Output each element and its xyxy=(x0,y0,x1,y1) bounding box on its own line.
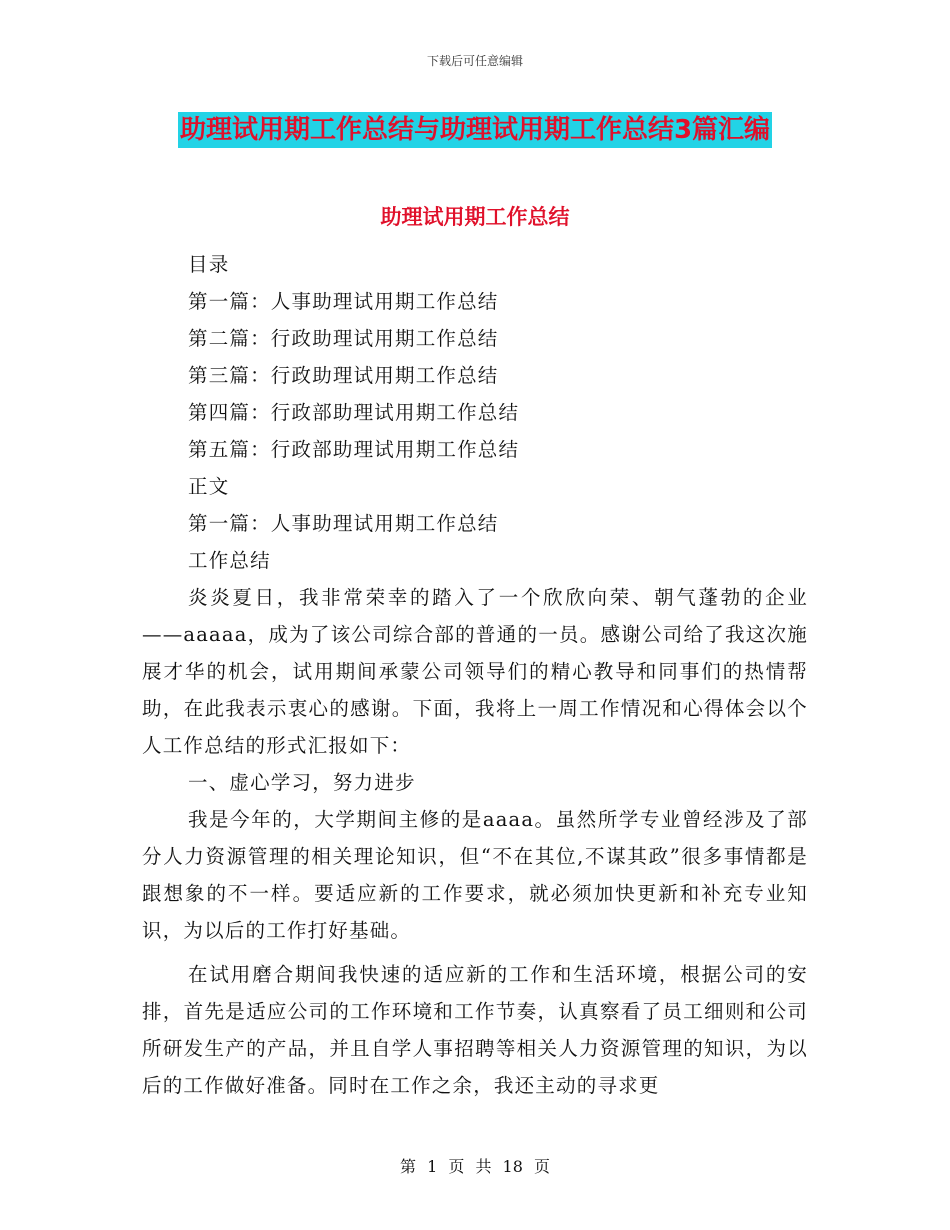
toc-item-4: 第四篇：行政部助理试用期工作总结 xyxy=(188,401,520,424)
paragraph-adaptation: 在试用磨合期间我快速的适应新的工作和生活环境，根据公司的安排，首先是适应公司的工作环境和工作节奏，认真察看了员工细则和公司所研发生产的产品，并且自学人事招聘等相关人力资源管理的知识，为以后的工作做好准备。同时在工作之余，我还主动的寻求更 xyxy=(142,963,808,1097)
paragraph-heading-1: 一、虚心学习，努力进步 xyxy=(188,771,416,794)
document-body xyxy=(142,246,808,1104)
toc-item-5: 第五篇：行政部助理试用期工作总结 xyxy=(188,438,520,461)
toc-item-3: 第三篇：行政助理试用期工作总结 xyxy=(188,364,499,387)
toc-item-1: 第一篇：人事助理试用期工作总结 xyxy=(188,290,499,313)
document-title-container xyxy=(0,112,950,148)
document-title: 助理试用期工作总结与助理试用期工作总结3篇汇编 xyxy=(178,112,772,148)
section-title: 助理试用期工作总结 xyxy=(380,205,570,229)
paragraph-study: 我是今年的，大学期间主修的是aaaa。虽然所学专业曾经涉及了部分人力资源管理的相关理论知识，但“不在其位,不谋其政”很多事情都是跟想象的不一样。要适应新的工作要求，就必须加快更新和补充专业知识，为以后的工作打好基础。 xyxy=(142,808,808,942)
sub-title: 工作总结 xyxy=(188,549,271,572)
part-title: 第一篇：人事助理试用期工作总结 xyxy=(188,512,499,535)
toc-item-2: 第二篇：行政助理试用期工作总结 xyxy=(188,327,499,350)
toc-heading: 目录 xyxy=(188,253,230,276)
page-header-note: 下载后可任意编辑 xyxy=(426,54,523,68)
body-heading: 正文 xyxy=(188,475,230,498)
page-number-footer: 第 1 页 共 18 页 xyxy=(400,1157,550,1176)
paragraph-intro: 炎炎夏日，我非常荣幸的踏入了一个欣欣向荣、朝气蓬勃的企业——aaaaa，成为了该公司综合部的普通的一员。感谢公司给了我这次施展才华的机会，试用期间承蒙公司领导们的精心教导和同事们的热情帮助，在此我表示衷心的感谢。下面，我将上一周工作情况和心得体会以个人工作总结的形式汇报如下： xyxy=(142,586,808,757)
